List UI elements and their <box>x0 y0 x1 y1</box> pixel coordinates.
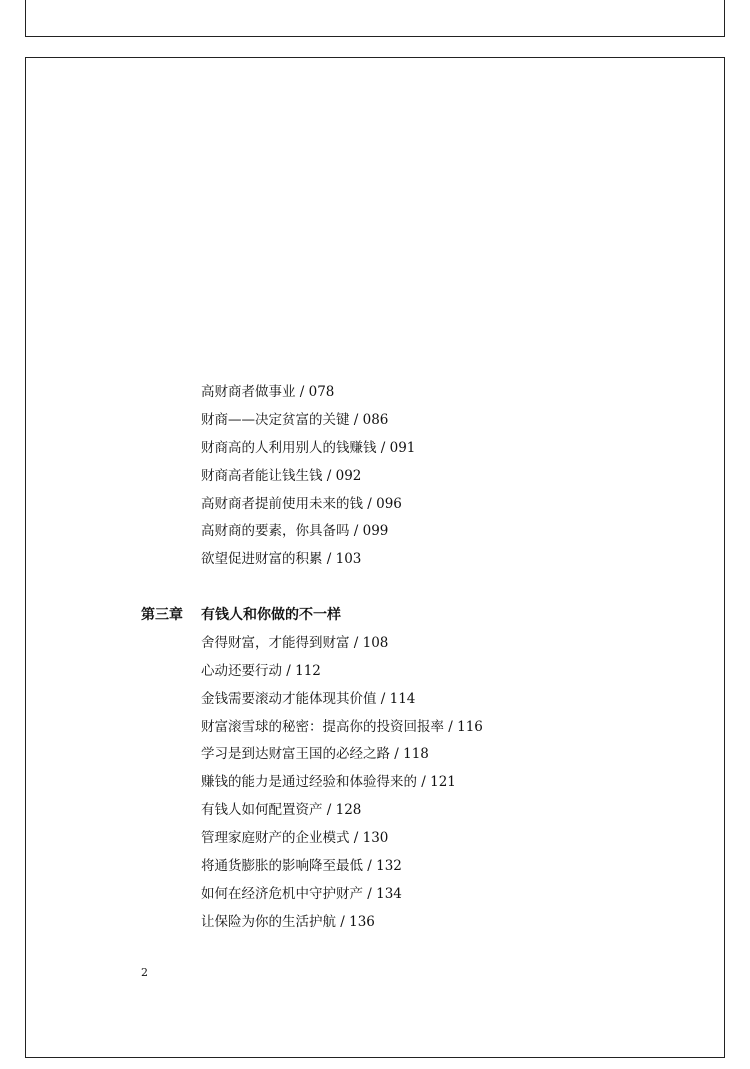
toc-entry: 高财商者提前使用未来的钱 / 096 <box>201 496 402 512</box>
toc-entry: 心动还要行动 / 112 <box>201 663 321 679</box>
toc-entry: 高财商者做事业 / 078 <box>201 384 335 400</box>
toc-entry: 财商高的人利用别人的钱赚钱 / 091 <box>201 440 416 456</box>
chapter-title: 有钱人和你做的不一样 <box>201 607 341 623</box>
previous-page-frame <box>25 0 725 37</box>
toc-entry: 财商——决定贫富的关键 / 086 <box>201 412 389 428</box>
chapter-number: 第三章 <box>141 607 183 623</box>
toc-entry: 财商高者能让钱生钱 / 092 <box>201 468 362 484</box>
toc-entry: 赚钱的能力是通过经验和体验得来的 / 121 <box>201 774 456 790</box>
toc-entry: 将通货膨胀的影响降至最低 / 132 <box>201 858 402 874</box>
toc-entry: 财富滚雪球的秘密：提高你的投资回报率 / 116 <box>201 719 483 735</box>
toc-entry: 让保险为你的生活护航 / 136 <box>201 914 375 930</box>
toc-entry: 金钱需要滚动才能体现其价值 / 114 <box>201 691 416 707</box>
toc-entry: 学习是到达财富王国的必经之路 / 118 <box>201 746 429 762</box>
page-frame <box>25 57 725 1058</box>
chapter-heading <box>141 606 341 624</box>
table-of-contents <box>26 58 724 1057</box>
toc-entry: 有钱人如何配置资产 / 128 <box>201 802 362 818</box>
toc-entry: 欲望促进财富的积累 / 103 <box>201 551 362 567</box>
toc-entry: 舍得财富，才能得到财富 / 108 <box>201 635 389 651</box>
toc-entry: 如何在经济危机中守护财产 / 134 <box>201 886 402 902</box>
toc-entry: 高财商的要素，你具备吗 / 099 <box>201 523 389 539</box>
toc-entry: 管理家庭财产的企业模式 / 130 <box>201 830 389 846</box>
page-number: 2 <box>141 966 148 979</box>
